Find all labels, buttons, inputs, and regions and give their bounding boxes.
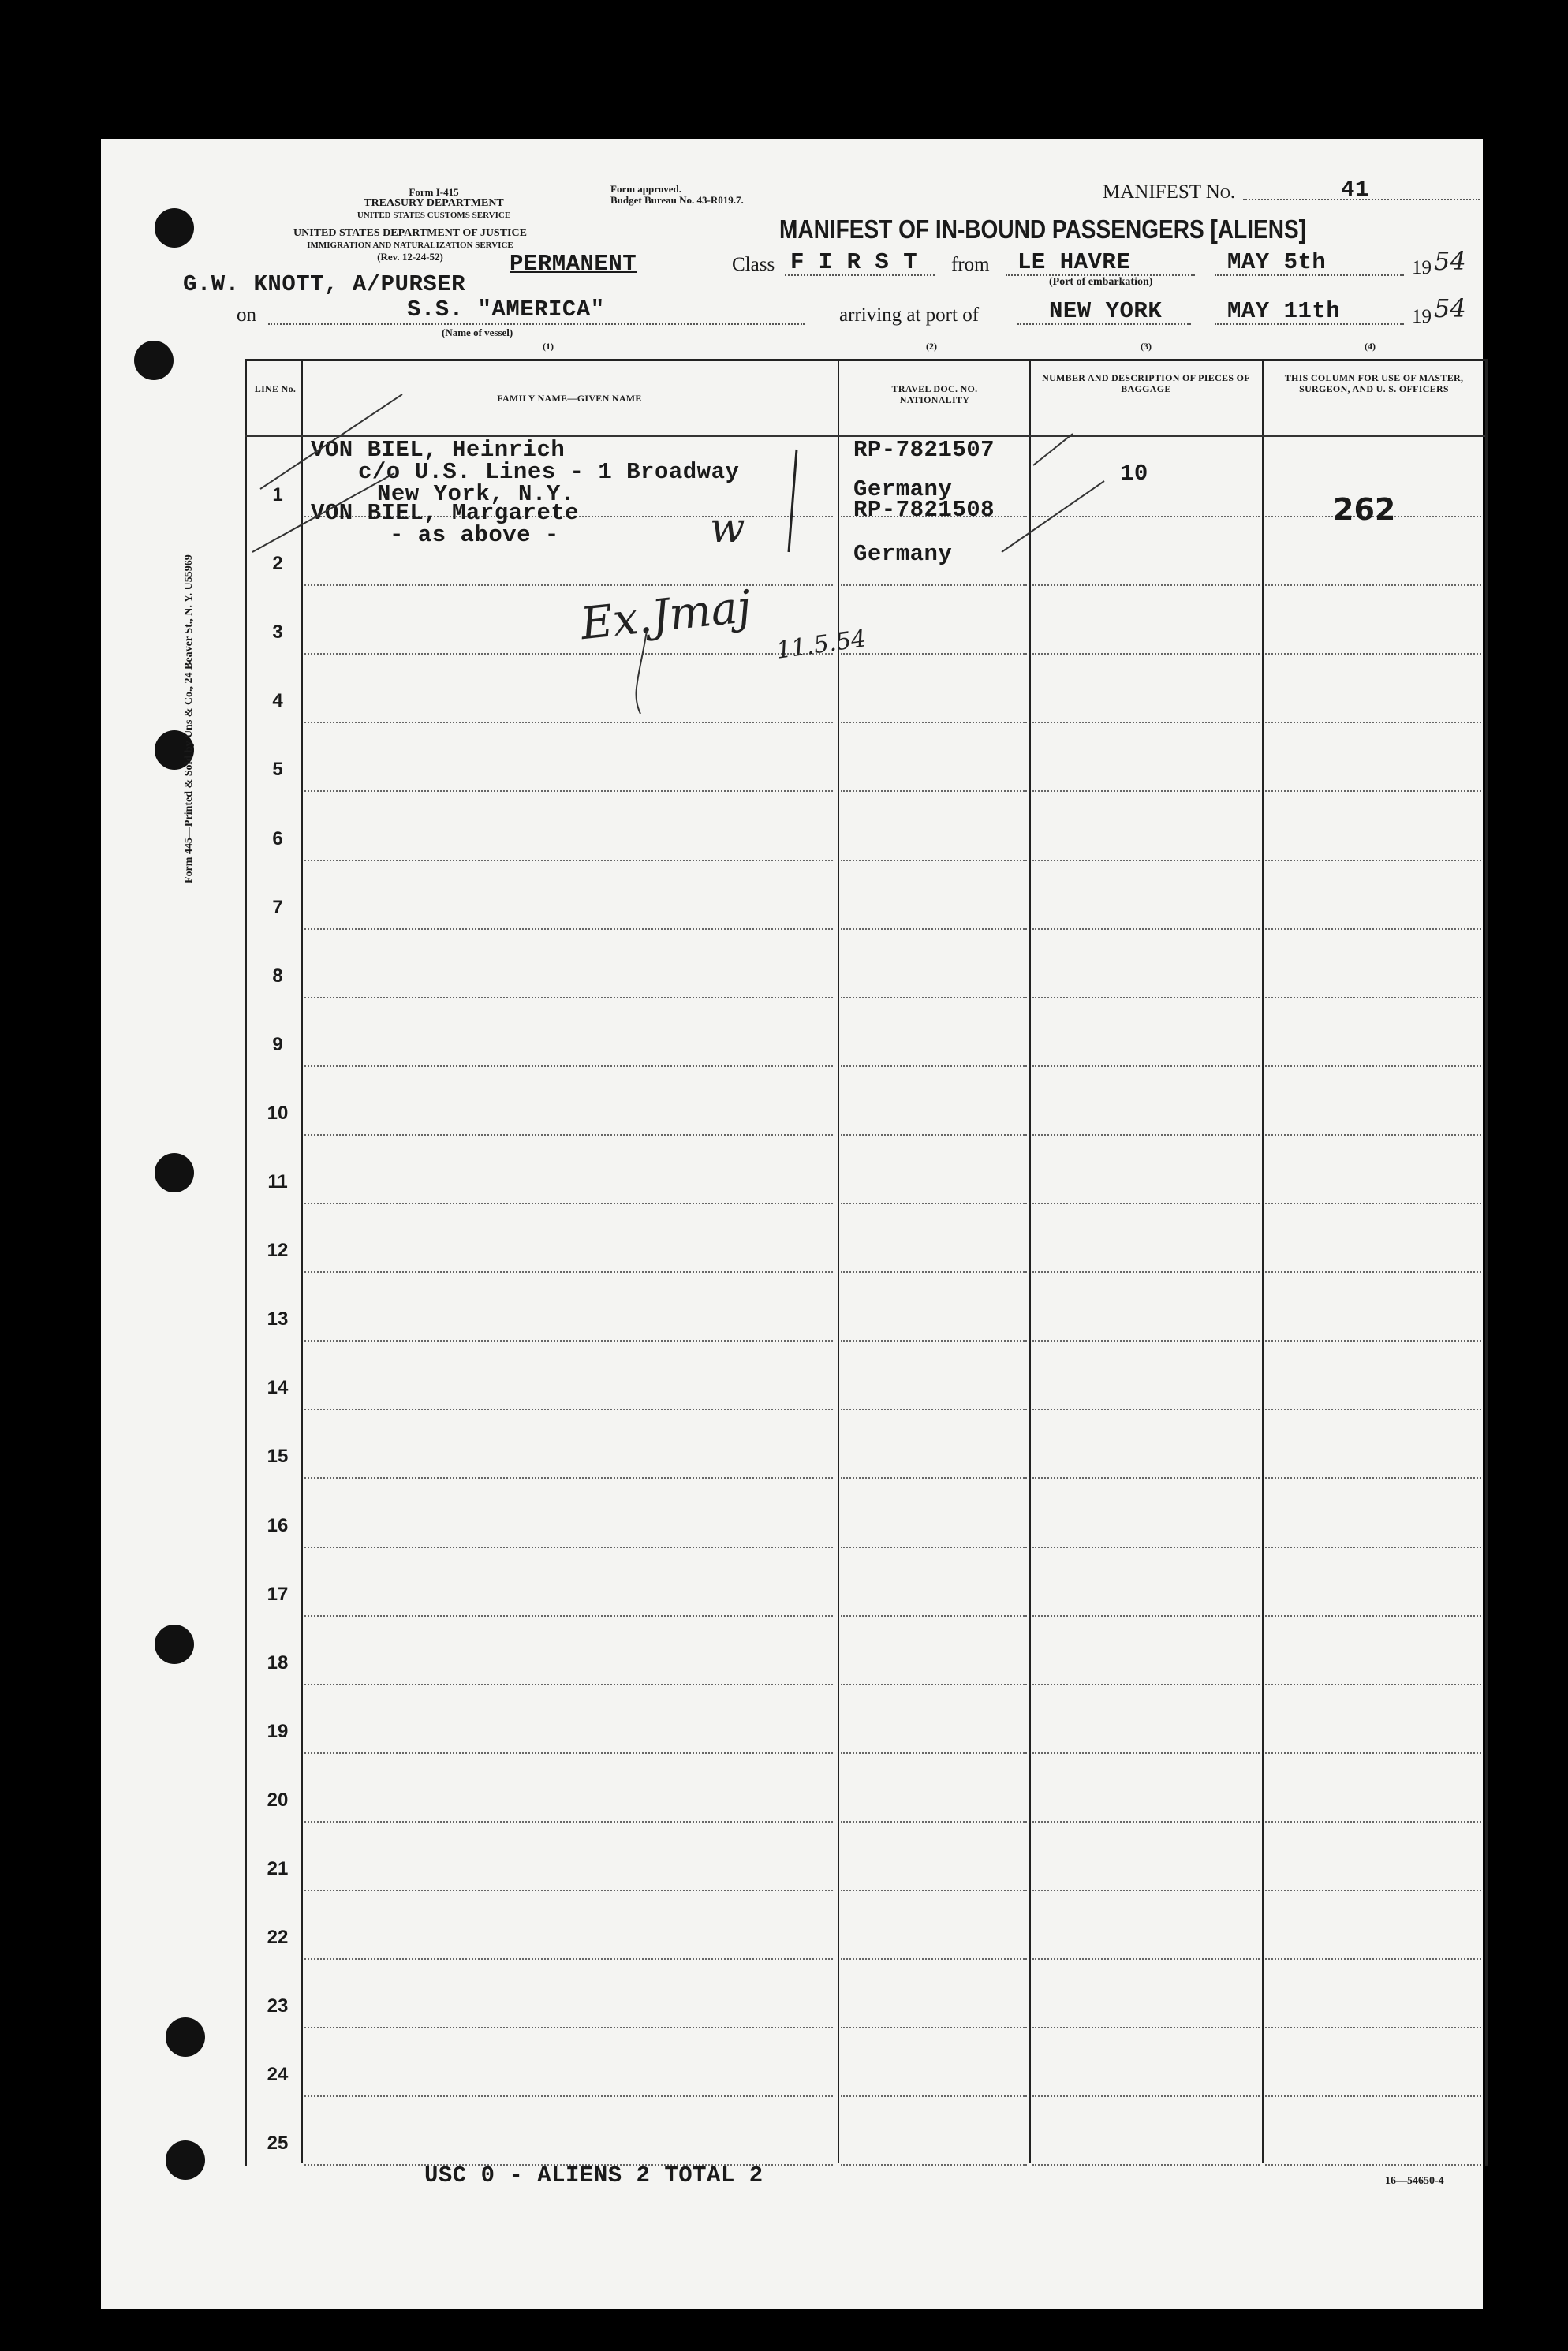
line-number: 7 [272,896,283,918]
line-number: 21 [267,1858,289,1879]
customs-service: UNITED STATES CUSTOMS SERVICE [357,211,511,220]
departure-year: 54 [1434,246,1466,276]
line-number: 25 [267,2133,289,2155]
purser: G.W. KNOTT, A/PURSER [183,271,466,297]
line-number: 15 [267,1446,289,1468]
entry-2-nationality: Germany [853,541,953,567]
form-number: Form I-415 [409,186,459,198]
line-number: 18 [267,1651,289,1674]
handwritten-w: w [710,505,745,552]
line-number: 1 [272,484,283,506]
line-number: 12 [267,1240,289,1262]
entry-2-name: VON BIEL, Margarete [311,500,580,526]
line-number: 8 [272,965,283,987]
handwritten-initials: Ex.Jmaj [578,580,754,651]
entry-2-address: - as above - [390,522,559,548]
manifest-no-label: MANIFEST No. [1103,181,1236,203]
entry-1-address: c/o U.S. Lines - 1 Broadway [358,459,740,485]
departure-date: MAY 5th [1227,249,1327,275]
entry-1-doc: RP-7821507 [853,437,995,463]
form-approved: Form approved. [610,183,682,195]
line-number: 5 [272,759,283,781]
class-value: F I R S T [790,249,918,275]
treasury-dept: TREASURY DEPARTMENT [364,197,504,209]
arrival-port: NEW YORK [1049,298,1163,324]
header-officers: THIS COLUMN FOR USE OF MASTER, SURGEON, AND U. S. OFFICERS [1284,372,1464,394]
arrival-year: 54 [1434,293,1466,323]
year-prefix-1: 19 [1412,257,1432,278]
year-prefix-2: 19 [1412,306,1432,327]
col-3-number: (3) [1141,341,1152,352]
vessel-name: S.S. "AMERICA" [407,297,605,323]
justice-dept: UNITED STATES DEPARTMENT OF JUSTICE [293,227,527,239]
line-number: 19 [267,1720,289,1742]
vessel-caption: (Name of vessel) [442,327,513,338]
arrival-date: MAY 11th [1227,298,1341,324]
permanent-stamp: PERMANENT [510,251,637,277]
entry-2-doc: RP-7821508 [853,497,995,523]
line-number: 16 [267,1514,289,1536]
line-number: 6 [272,827,283,849]
manifest-no-value: 41 [1341,177,1369,203]
line-number: 11 [267,1171,288,1192]
handwritten-date: 11.5.54 [775,625,868,665]
col-4-number: (4) [1365,341,1376,352]
printer-imprint: Form 445—Printed & Sold by Uns & Co., 24 Beaver St., N. Y. U55969 [183,554,195,883]
totals-line: USC 0 - ALIENS 2 TOTAL 2 [424,2163,763,2189]
line-number: 22 [267,1927,289,1949]
header-baggage: NUMBER AND DESCRIPTION OF PIECES OF BAGGAGE [1042,372,1250,394]
entry-1-nationality: Germany [853,476,953,502]
budget-bureau: Budget Bureau No. 43-R019.7. [610,194,744,206]
ins-service: IMMIGRATION AND NATURALIZATION SERVICE [307,241,513,250]
line-number: 24 [267,2064,289,2086]
entry-1-address-2: New York, N.Y. [377,481,575,507]
class-label: Class [732,254,775,275]
form-code: 16—54650-4 [1385,2175,1444,2187]
line-number: 9 [272,1033,283,1055]
entry-1-name: VON BIEL, Heinrich [311,437,566,463]
line-number: 17 [267,1583,289,1605]
col-1-number: (1) [543,341,554,352]
entry-1-baggage: 10 [1120,461,1148,487]
line-number: 23 [267,1995,289,2017]
line-number: 20 [267,1789,289,1811]
header-line-no: LINE No. [254,383,297,394]
entry-1-officer-note: 262 [1333,492,1396,527]
manifest-title: MANIFEST OF IN-BOUND PASSENGERS [ALIENS] [779,215,1307,244]
line-number: 4 [272,690,283,712]
port-of-embarkation: LE HAVRE [1017,249,1131,275]
on-label: on [237,304,256,326]
line-number: 3 [272,621,283,644]
line-number: 10 [267,1102,289,1124]
port-embark-caption: (Port of embarkation) [1049,276,1153,288]
line-number: 14 [267,1377,289,1399]
col-2-number: (2) [926,341,937,352]
line-number: 2 [272,553,283,575]
revision: (Rev. 12-24-52) [377,251,443,263]
line-number: 13 [267,1308,289,1330]
header-travel-doc: TRAVEL DOC. NO. NATIONALITY [891,383,978,405]
header-name: FAMILY NAME—GIVEN NAME [497,393,642,404]
arriving-label: arriving at port of [839,304,980,326]
from-label: from [951,254,990,275]
